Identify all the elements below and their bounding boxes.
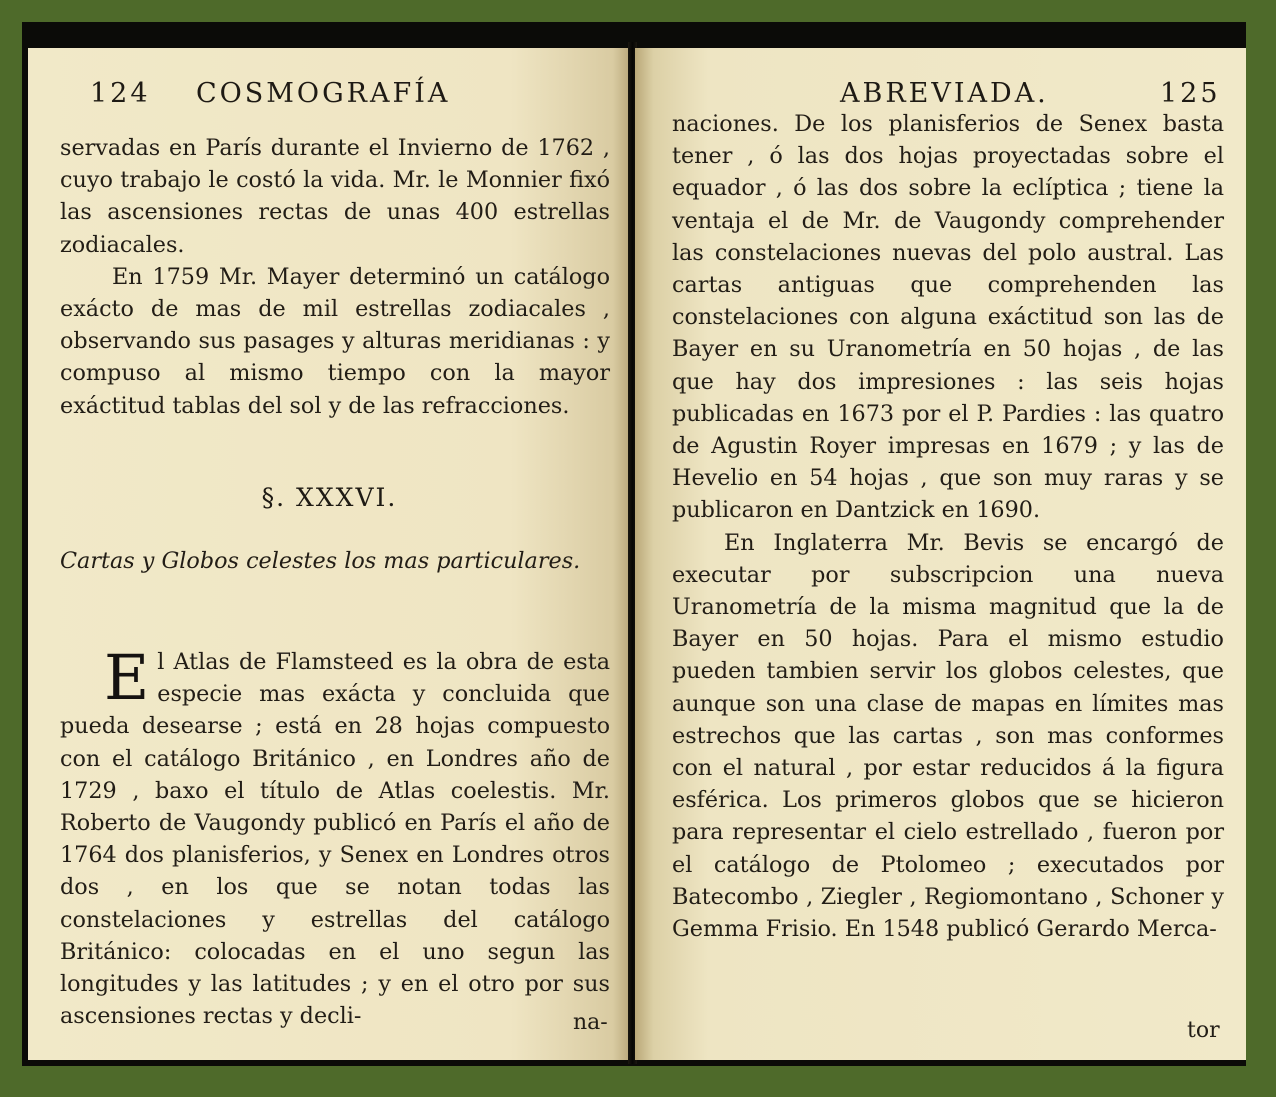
section-heading: §. XXXVI. bbox=[261, 483, 398, 512]
right-page bbox=[635, 48, 1246, 1060]
right-paragraph-2: En Inglaterra Mr. Bevis se encargó de executar por subscripcion una nueva Uranometría de la misma magnitud que la de Bayer en 50 hojas. Para el mismo estudio pueden tambien servir los globos celestes, que aunque son una clase de mapas en límites mas estrechos que las cartas , son mas conformes con el natural , por estar reducidos á la figura esférica. Los primeros globos que se hicieron para representar el cielo estrellado , fueron por el catálogo de Ptolomeo ; executados por Batecombo , Ziegler , Regiomontano , Schoner y Gemma Frisio. En 1548 publicó Gerardo Merca- bbox=[672, 529, 1224, 943]
left-page bbox=[28, 48, 631, 1060]
running-head-left: COSMOGRAFÍA bbox=[196, 78, 451, 109]
drop-cap: E bbox=[104, 641, 150, 714]
right-body bbox=[672, 108, 1224, 945]
left-body-top bbox=[60, 132, 610, 422]
right-paragraph-1: naciones. De los planisferios de Senex basta tener , ó las dos hojas proyectadas sobre el equador , ó las dos sobre la eclíptica ; tiene la ventaja el de Mr. de Vaugondy comprehender las constelaciones nuevas del polo austral. Las cartas antiguas que comprehenden las constelaciones con alguna exáctitud son las de Bayer en su Uranometría en 50 hojas , de las que hay dos impresiones : las seis hojas publicadas en 1673 por el P. Pardies : las quatro de Agustin Royer impresas en 1679 ; y las de Hevelio en 54 hojas , que son muy raras y se publicaron en Dantzick en 1690. bbox=[672, 111, 1224, 524]
left-paragraph-3: l Atlas de Flamsteed es la obra de esta especie mas exácta y concluida que pueda desearse ; está en 28 hojas compuesto con el catálogo Británico , en Londres año de 1729 , baxo el título de Atlas coelestis. Mr. Roberto de Vaugondy publicó en París el año de 1764 dos planisferios, y Senex en Londres otros dos , en los que se notan todas las constelaciones y estrellas del catálogo Británico: colocadas en el uno segun las longitudes y las latitudes ; y en el otro por sus ascensiones rectas y decli- bbox=[60, 649, 610, 1030]
running-head-right: ABREVIADA. bbox=[840, 78, 1049, 109]
catchword-right: tor bbox=[1187, 1018, 1220, 1043]
left-page-header bbox=[28, 78, 631, 122]
book-spread-frame bbox=[22, 22, 1246, 1066]
section-subtitle: Cartas y Globos celestes los mas particulares. bbox=[60, 548, 581, 574]
page-number-left: 124 bbox=[90, 78, 151, 109]
left-paragraph-2: En 1759 Mr. Mayer determinó un catálogo exácto de mas de mil estrellas zodiacales , observando sus pasages y alturas meridianas : y compuso al mismo tiempo con la mayor exáctitud tablas del sol y de las refracciones. bbox=[60, 263, 610, 419]
left-paragraph-1: servadas en París durante el Invierno de 1762 , cuyo trabajo le costó la vida. Mr. le Monnier fixó las ascensiones rectas de unas 400 estrellas zodiacales. bbox=[60, 135, 610, 258]
left-body-bottom bbox=[60, 641, 610, 1032]
catchword-left: na- bbox=[573, 1010, 608, 1035]
page-number-right: 125 bbox=[1160, 78, 1221, 109]
